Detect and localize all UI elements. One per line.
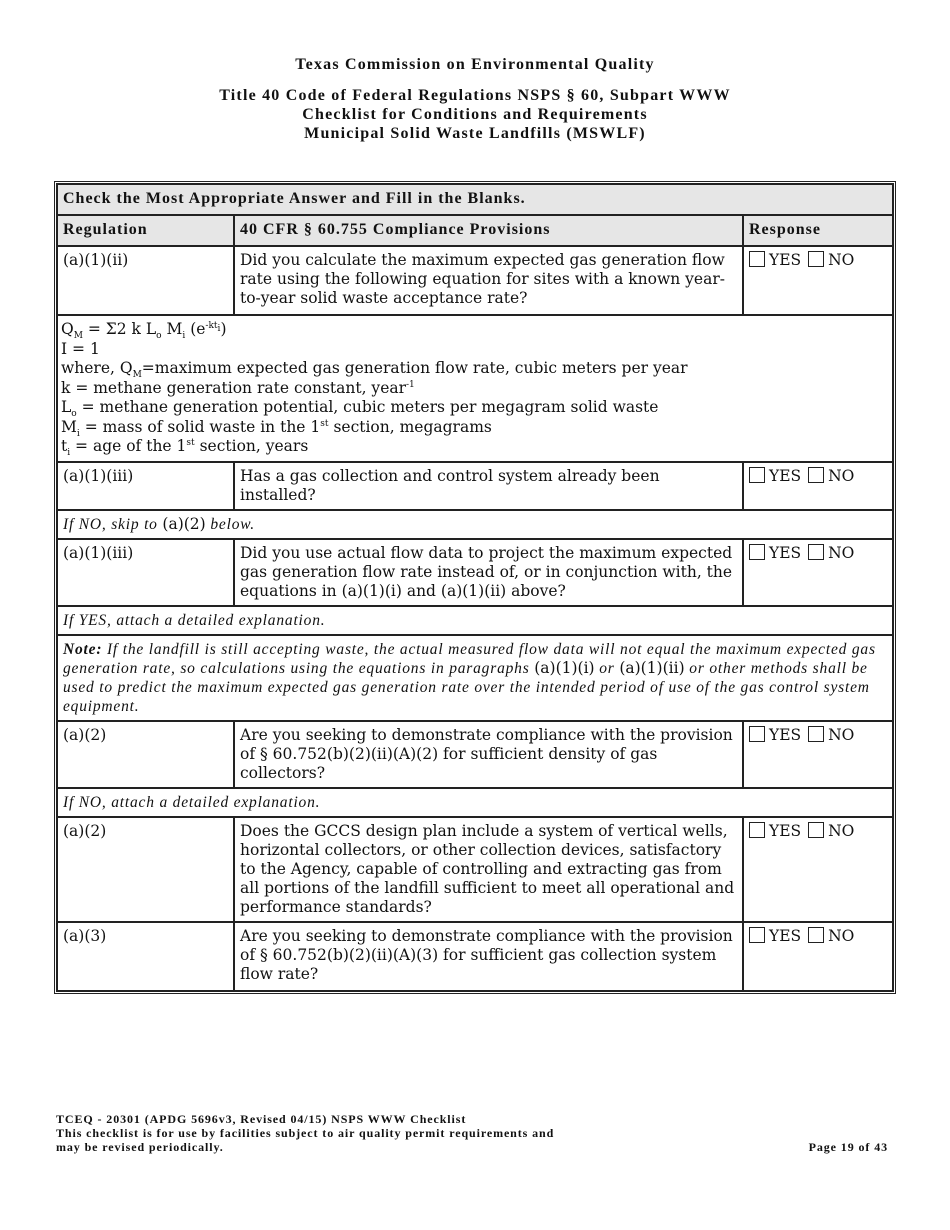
formula-cell	[57, 315, 893, 462]
no-checkbox[interactable]	[808, 251, 824, 267]
response-cell	[743, 539, 893, 606]
table-row	[57, 721, 893, 788]
formula-where-qm: where, $Q_M=maximum$ expected gas generation flow rate, cubic meters per year	[61, 359, 688, 381]
header-title-line-2: Checklist for Conditions and Requirements	[302, 106, 648, 123]
yes-label: YES	[769, 821, 802, 840]
regulation-cell: (a)(2)	[57, 721, 234, 788]
header-title-line-1: Title 40 Code of Federal Regulations NSPS § 60, Subpart WWW	[219, 87, 731, 104]
instruction-row	[57, 788, 893, 817]
response-cell	[743, 721, 893, 788]
regulation-cell: (a)(1)(iii)	[57, 462, 234, 510]
yes-label: YES	[769, 725, 802, 744]
measured-flow-note: Note: If the landfill is still accepting waste, the actual measured flow data will not equal the maximum expected gas generation rate, so calculations using the equations in paragraphs (a)(1)(i) or (a)(1)(ii) or other methods shall be used to predict the maximum expected gas generation rate over the intended period of use of the gas control system equipment.	[57, 635, 893, 721]
table-row	[57, 922, 893, 991]
formula-equation: $Q_M = \Sigma 2$ k $L_o$ $M_i$ $(e^{-kt_i})$	[61, 320, 227, 342]
formula-ti-definition: $t_i$ = age of the 1st section, years	[61, 437, 309, 459]
no-label: NO	[828, 821, 855, 840]
instruction-row	[57, 510, 893, 539]
column-header-row	[57, 215, 893, 246]
provision-cell: Did you use actual flow data to project the maximum expected gas generation flow rate instead of, or in conjunction with, the equations in (a)(1)(i) and (a)(1)(ii) above?	[234, 539, 743, 606]
regulation-cell: (a)(1)(iii)	[57, 539, 234, 606]
form-identifier: TCEQ - 20301 (APDG 5696v3, Revised 04/15) NSPS WWW Checklist	[56, 1112, 467, 1126]
instruction-row	[57, 606, 893, 635]
yes-checkbox[interactable]	[749, 467, 765, 483]
response-cell	[743, 246, 893, 315]
formula-index: I = 1	[61, 339, 100, 358]
provision-cell: Are you seeking to demonstrate compliance with the provision of § 60.752(b)(2)(ii)(A)(3) for sufficient gas collection system flow rate?	[234, 922, 743, 991]
yes-label: YES	[769, 466, 802, 485]
formula-mi-definition: $M_i$ = mass of solid waste in the 1st section, megagrams	[61, 417, 492, 439]
column-header-response: Response	[743, 215, 893, 246]
no-label: NO	[828, 725, 855, 744]
footer-disclaimer-line-2: may be revised periodically.	[56, 1140, 224, 1154]
no-checkbox[interactable]	[808, 927, 824, 943]
table-row	[57, 462, 893, 510]
table-row	[57, 539, 893, 606]
no-checkbox[interactable]	[808, 467, 824, 483]
regulation-cell: (a)(3)	[57, 922, 234, 991]
compliance-checklist-table	[54, 181, 896, 994]
page-number: Page 19 of 43	[808, 1140, 888, 1154]
provision-cell: Are you seeking to demonstrate compliance with the provision of § 60.752(b)(2)(ii)(A)(2) for sufficient density of gas collectors?	[234, 721, 743, 788]
header-title-line-3: Municipal Solid Waste Landfills (MSWLF)	[304, 125, 646, 142]
formula-row	[57, 315, 893, 462]
document-footer	[56, 1112, 888, 1154]
table-banner-row	[57, 184, 893, 215]
yes-label: YES	[769, 926, 802, 945]
attach-explanation-instruction: If NO, attach a detailed explanation.	[57, 788, 893, 817]
table-row	[57, 246, 893, 315]
table-banner: Check the Most Appropriate Answer and Fill in the Blanks.	[57, 184, 893, 215]
yes-checkbox[interactable]	[749, 927, 765, 943]
formula-lo-definition: $L_o$ = methane generation potential, cubic meters per megagram solid waste	[61, 398, 659, 420]
skip-instruction: If NO, skip to (a)(2) below.	[57, 510, 893, 539]
yes-checkbox[interactable]	[749, 251, 765, 267]
no-checkbox[interactable]	[808, 544, 824, 560]
provision-cell: Did you calculate the maximum expected gas generation flow rate using the following equation for sites with a known year-to-year solid waste acceptance rate?	[234, 246, 743, 315]
table-row	[57, 817, 893, 922]
no-label: NO	[828, 251, 855, 269]
provision-cell: Does the GCCS design plan include a system of vertical wells, horizontal collectors, or other collection devices, satisfactory to the Agency, capable of controlling and extracting gas from all portions of the landfill sufficient to meet all operational and performance standards?	[234, 817, 743, 922]
no-label: NO	[828, 926, 855, 945]
no-checkbox[interactable]	[808, 822, 824, 838]
document-header	[0, 56, 950, 143]
formula-k-definition: k = methane generation rate constant, year$^{-1}$	[61, 378, 415, 397]
footer-disclaimer-line-1: This checklist is for use by facilities subject to air quality permit requirements and	[56, 1126, 555, 1140]
provision-cell: Has a gas collection and control system already been installed?	[234, 462, 743, 510]
no-label: NO	[828, 466, 855, 485]
response-cell	[743, 922, 893, 991]
no-checkbox[interactable]	[808, 726, 824, 742]
yes-checkbox[interactable]	[749, 822, 765, 838]
response-cell	[743, 462, 893, 510]
regulation-cell: (a)(1)(ii)	[57, 246, 234, 315]
no-label: NO	[828, 543, 855, 562]
yes-checkbox[interactable]	[749, 544, 765, 560]
column-header-regulation: Regulation	[57, 215, 234, 246]
regulation-cell: (a)(2)	[57, 817, 234, 922]
yes-checkbox[interactable]	[749, 726, 765, 742]
attach-explanation-instruction: If YES, attach a detailed explanation.	[57, 606, 893, 635]
response-cell	[743, 817, 893, 922]
column-header-provisions: 40 CFR § 60.755 Compliance Provisions	[234, 215, 743, 246]
agency-name: Texas Commission on Environmental Quality	[295, 56, 655, 73]
yes-label: YES	[769, 251, 802, 269]
yes-label: YES	[769, 543, 802, 562]
note-row	[57, 635, 893, 721]
